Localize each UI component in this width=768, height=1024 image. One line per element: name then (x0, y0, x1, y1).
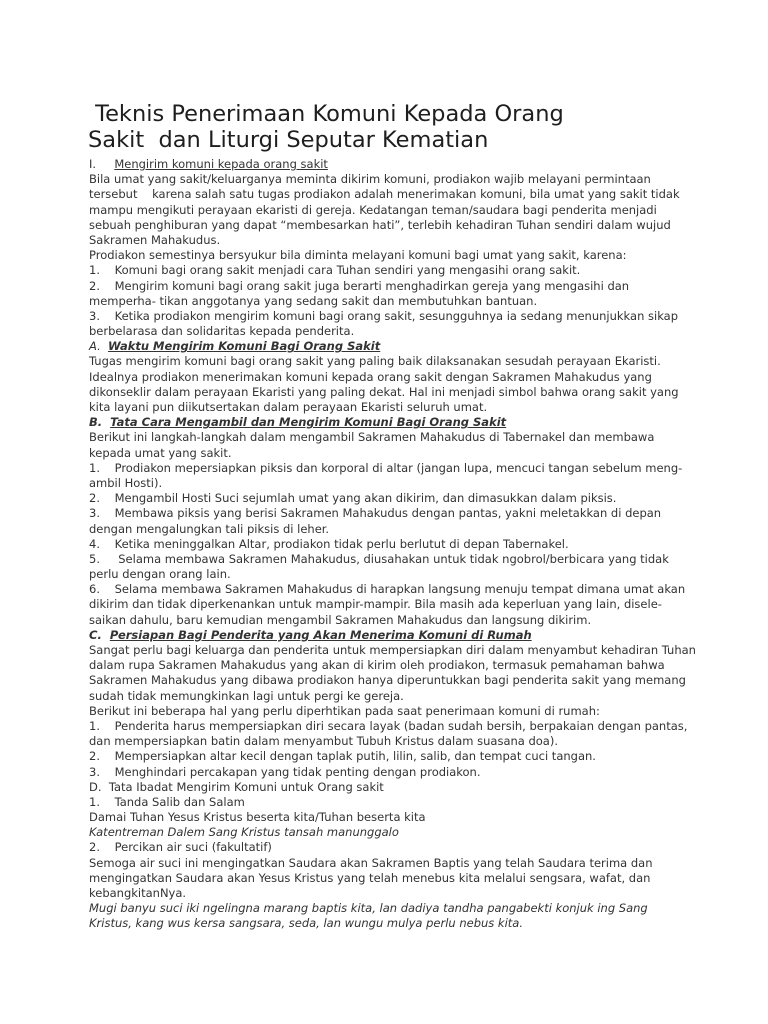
text-line (89, 324, 689, 339)
text-line (89, 446, 689, 461)
text-segment: I. (89, 157, 115, 171)
text-line (89, 218, 689, 233)
text-line (89, 263, 689, 278)
text-line (89, 233, 689, 248)
text-line (89, 506, 689, 521)
text-line (89, 567, 689, 582)
text-segment: dikirim dan tidak diperkenankan untuk mampir-mampir. Bila masih ada keperluan yang lain, disele- (89, 597, 662, 612)
text-line (89, 613, 689, 628)
text-line (89, 795, 689, 810)
text-segment: 6. Selama membawa Sakramen Mahakudus di harapkan langsung menuju tempat dimana umat akan (89, 582, 686, 597)
text-segment: saikan dahulu, baru kemudian mengambil Sakramen Mahakudus dan langsung dikirim. (89, 612, 592, 627)
text-segment: Berikut ini langkah-langkah dalam mengambil Sakramen Mahakudus di Tabernakel dan membawa (89, 430, 655, 445)
text-line (89, 582, 689, 597)
text-segment: 1. Tanda Salib dan Salam (89, 794, 245, 809)
text-line (89, 309, 689, 324)
text-line (89, 385, 689, 400)
text-segment: 3. Menghindari percakapan yang tidak penting dengan prodiakon. (89, 764, 481, 779)
text-segment: B. (89, 415, 111, 430)
text-segment: berbelarasa dan solidaritas kepada penderita. (89, 324, 355, 339)
text-segment: Sakramen Mahakudus. (89, 232, 221, 247)
text-segment: kita layani pun diikutsertakan dalam perayaan Ekaristi seluruh umat. (89, 400, 488, 414)
text-segment: 2. Mempersiapkan altar kecil dengan taplak putih, lilin, salib, dan tempat cuci tangan. (89, 749, 596, 764)
text-line (89, 689, 689, 704)
text-segment: 3. Membawa piksis yang berisi Sakramen Mahakudus dengan pantas, yakni meletakkan di depan (89, 506, 662, 521)
text-segment: D. Tata Ibadat Mengirim Komuni untuk Orang sakit (89, 779, 384, 794)
text-line (89, 628, 689, 643)
text-line (89, 780, 689, 795)
text-segment: 2. Percikan air suci (fakultatif) (89, 840, 272, 855)
text-line (89, 673, 689, 688)
title-line-1: Teknis Penerimaan Komuni Kepada Orang (88, 101, 564, 127)
text-segment: mengingatkan Saudara akan Yesus Kristus yang telah menebus kita melalui sengsara, wafat, dan (89, 870, 651, 885)
text-line (89, 552, 689, 567)
text-line (89, 901, 689, 916)
text-segment: Bila umat yang sakit/keluarganya meminta dikirim komuni, prodiakon wajib melayani permintaan (89, 172, 651, 187)
text-segment: sebuah penghiburan yang dapat “membesarkan hati”, terlebih kehadiran Tuhan sendiri dalam wujud (89, 217, 671, 232)
text-segment: Sakramen Mahakudus yang dibawa prodiakon hanya diperuntukkan bagi penderita sakit yang memang (89, 673, 686, 688)
text-line (89, 734, 689, 749)
text-segment: 4. Ketika meninggalkan Altar, prodiakon tidak perlu berlutut di depan Tabernakel. (89, 536, 569, 551)
text-segment: Damai Tuhan Yesus Kristus beserta kita/Tuhan beserta kita (89, 810, 426, 825)
document-body (89, 157, 696, 932)
text-line (89, 704, 689, 719)
text-segment: perlu dengan orang lain. (89, 567, 231, 582)
text-line (89, 370, 689, 385)
text-line (89, 840, 689, 855)
text-segment: kepada umat yang sakit. (89, 445, 232, 460)
text-line (89, 537, 689, 552)
text-segment: dalam rupa Sakramen Mahakudus yang akan di kirim oleh prodiakon, termasuk pemahaman bahwa (89, 658, 665, 673)
text-segment: 2. Mengirim komuni bagi orang sakit juga berarti menghadirkan gereja yang mengasihi dan (89, 278, 630, 293)
text-line (89, 279, 689, 294)
text-line (89, 658, 689, 673)
text-segment: A. (89, 339, 109, 354)
text-segment: mampu mengikuti perayaan ekaristi di gereja. Kedatangan teman/saudara bagi penderita menjadi (89, 202, 657, 217)
text-line (89, 415, 689, 430)
text-line (89, 886, 689, 901)
text-line (89, 400, 689, 415)
text-line (89, 916, 689, 931)
text-line (89, 491, 689, 506)
text-segment: 2. Mengambil Hosti Suci sejumlah umat yang akan dikirim, dan dimasukkan dalam piksis. (89, 491, 617, 506)
text-line (89, 430, 689, 445)
text-line (89, 522, 689, 537)
text-segment: Kristus, kang wus kersa sangsara, seda, lan wungu mulya perlu nebus kita. (89, 916, 523, 931)
text-line (89, 187, 689, 202)
document-title (88, 101, 728, 153)
text-line (89, 765, 689, 780)
text-segment: kebangkitanNya. (89, 886, 187, 900)
text-line (89, 203, 689, 218)
title-line-2: Sakit dan Liturgi Seputar Kematian (88, 127, 489, 153)
text-line (89, 294, 689, 309)
text-line (89, 597, 689, 612)
text-segment: Prodiakon semestinya bersyukur bila diminta melayani komuni bagi umat yang sakit, karena: (89, 248, 627, 263)
text-segment: Katentreman Dalem Sang Kristus tansah manunggalo (89, 825, 399, 840)
text-segment: 5. Selama membawa Sakramen Mahakudus, diusahakan untuk tidak ngobrol/berbicara yang tidak (89, 551, 669, 566)
text-segment: memperha- tikan anggotanya yang sedang sakit dan membutuhkan bantuan. (89, 293, 538, 308)
text-segment: tersebut karena salah satu tugas prodiakon adalah menerimakan komuni, bila umat yang sakit tidak (89, 187, 680, 202)
text-segment: Berikut ini beberapa hal yang perlu diperhtikan pada saat penerimaan komuni di rumah: (89, 703, 600, 718)
text-line (89, 461, 689, 476)
text-segment: 3. Ketika prodiakon mengirim komuni bagi orang sakit, sesungguhnya ia sedang menunjukkan sikap (89, 308, 678, 323)
text-segment: dikonseklir dalam perayaan Ekaristi yang paling dekat. Hal ini menjadi simbol bahwa orang sakit yang (89, 384, 679, 399)
text-line (89, 354, 689, 369)
text-segment: 1. Komuni bagi orang sakit menjadi cara Tuhan sendiri yang mengasihi orang sakit. (89, 263, 581, 278)
text-segment: 1. Prodiakon mepersiapkan piksis dan korporal di altar (jangan lupa, mencuci tangan sebelum meng- (89, 460, 683, 475)
text-segment: Idealnya prodiakon menerimakan komuni kepada orang sakit dengan Sakramen Mahakudus yang (89, 369, 652, 384)
text-line (89, 157, 689, 172)
text-segment: Tata Cara Mengambil dan Mengirim Komuni Bagi Orang Sakit (110, 415, 507, 430)
text-segment: Sangat perlu bagi keluarga dan penderita untuk mempersiapkan diri dalam menyambut kehadiran Tuhan (89, 643, 696, 657)
text-segment: Persiapan Bagi Penderita yang Akan Menerima Komuni di Rumah (109, 627, 532, 642)
text-segment: dengan mengalungkan tali piksis di leher. (89, 521, 330, 536)
text-segment: dan mempersiapkan batin dalam menyambut Tubuh Kristus dalam suasana doa). (89, 734, 559, 749)
text-line (89, 719, 689, 734)
text-segment: sudah tidak memungkinkan lagi untuk pergi ke gereja. (89, 688, 404, 703)
text-line (89, 339, 689, 354)
text-segment: Semoga air suci ini mengingatkan Saudara akan Sakramen Baptis yang telah Saudara terima dan (89, 855, 653, 870)
text-line (89, 871, 689, 886)
text-segment: Mengirim komuni kepada orang sakit (114, 157, 328, 171)
text-line (89, 476, 689, 491)
text-line (89, 643, 696, 658)
text-segment: Tugas mengirim komuni bagi orang sakit yang paling baik dilaksanakan sesudah perayaan Ekaristi. (89, 354, 661, 369)
text-line (89, 856, 689, 871)
text-segment: 1. Penderita harus mempersiapkan diri secara layak (badan sudah bersih, berpakaian dengan pantas, (89, 718, 688, 733)
text-segment: C. (89, 627, 110, 642)
text-line (89, 248, 689, 263)
text-segment: ambil Hosti). (89, 475, 163, 490)
text-line (89, 810, 689, 825)
text-segment: Waktu Mengirim Komuni Bagi Orang Sakit (108, 339, 381, 354)
text-line (89, 825, 689, 840)
text-line (89, 172, 689, 187)
text-line (89, 749, 689, 764)
text-segment: Mugi banyu suci iki ngelingna marang baptis kita, lan dadiya tandha pangabekti konjuk ing Sang (89, 901, 648, 916)
